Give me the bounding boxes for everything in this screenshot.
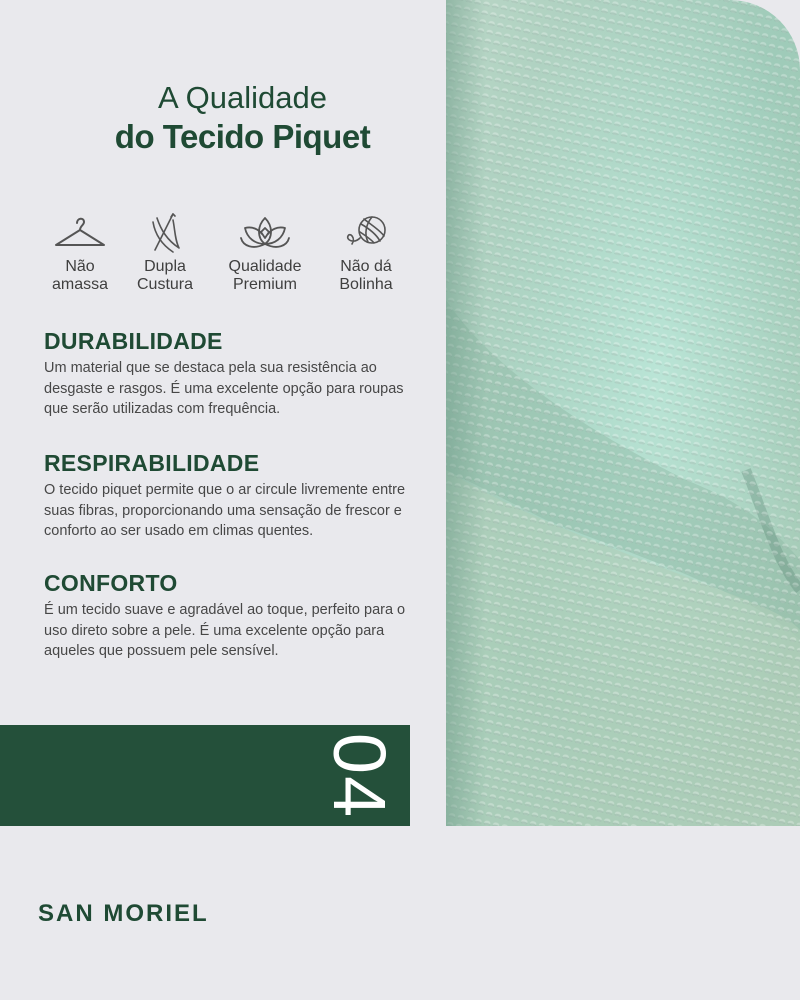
section-text: Um material que se destaca pela sua resistência ao desgaste e rasgos. É uma excelente opção para roupas que serão utilizadas com frequência. xyxy=(44,360,404,417)
needle-thread-icon xyxy=(135,210,195,256)
fabric-texture xyxy=(446,0,800,826)
page-number: 04 xyxy=(318,732,401,819)
hanger-icon xyxy=(50,210,110,256)
yarn-ball-icon xyxy=(336,210,396,256)
page-title-light: A Qualidade xyxy=(158,80,327,115)
feature-label-line2: Custura xyxy=(136,276,194,293)
feature-label-line2: Bolinha xyxy=(339,276,393,293)
section-text: É um tecido suave e agradável ao toque, perfeito para o uso direto sobre a pele. É uma excelente opção para aqueles que possuem pele sensível. xyxy=(44,602,406,659)
section-title: DURABILIDADE xyxy=(44,328,223,354)
lotus-icon xyxy=(235,210,295,256)
section-comfort xyxy=(44,569,424,662)
feature-label-line1: Dupla xyxy=(144,258,186,275)
feature-label-line2: amassa xyxy=(51,276,109,293)
fabric-photo xyxy=(446,0,800,826)
section-durability xyxy=(44,327,424,420)
page-title-bold: do Tecido Piquet xyxy=(114,118,371,155)
feature-label-line1: Não dá xyxy=(340,258,392,275)
page-number-bar xyxy=(0,725,410,826)
feature-label-line2: Premium xyxy=(232,276,297,293)
feature-no-pilling xyxy=(316,210,416,294)
feature-double-stitch xyxy=(115,210,215,294)
feature-premium-quality xyxy=(215,210,315,294)
section-text: O tecido piquet permite que o ar circule livremente entre suas fibras, proporcionando uma sensação de frescor e conforto ao ser usado em climas quentes. xyxy=(44,482,406,539)
section-breathability xyxy=(44,449,424,542)
section-title: RESPIRABILIDADE xyxy=(44,450,260,476)
feature-label-line1: Não xyxy=(65,258,95,275)
feature-label-line1: Qualidade xyxy=(228,258,302,275)
section-title: CONFORTO xyxy=(44,570,178,596)
features-row xyxy=(40,210,420,305)
brand-logo-text: SAN MORIEL xyxy=(38,900,209,927)
